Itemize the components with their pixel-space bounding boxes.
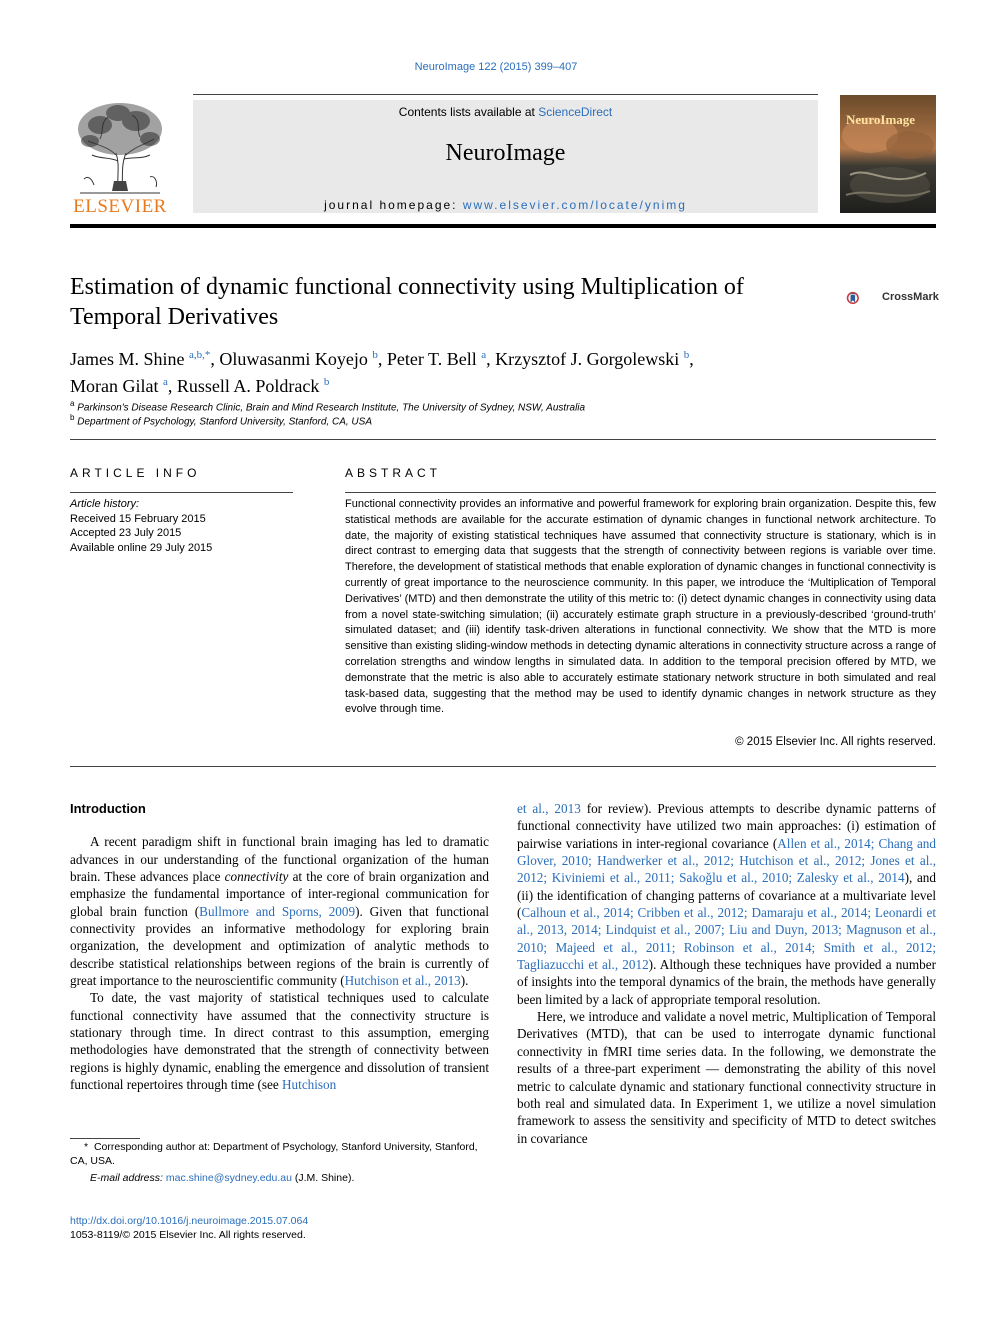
journal-homepage: journal homepage: www.elsevier.com/locate/ynimg	[324, 198, 687, 212]
history-online: Available online 29 July 2015	[70, 541, 213, 554]
article-info-heading: ARTICLE INFO	[70, 466, 201, 480]
affiliation-a: $^a$ Parkinson's Disease Research Clinic, Brain and Mind Research Institute, The University of Sydney, NSW, Australia	[70, 399, 586, 414]
history-accepted: Accepted 23 July 2015	[70, 527, 182, 539]
article-history	[70, 497, 212, 555]
abstract-heading: ABSTRACT	[345, 466, 442, 480]
homepage-link[interactable]: www.elsevier.com/locate/ynimg	[462, 198, 687, 212]
email-note: E-mail address: mac.shine@sydney.edu.au (J.M. Shine).	[90, 1172, 355, 1184]
header-thick-rule	[70, 224, 936, 228]
body-paragraph: A recent paradigm shift in functional brain imaging has led to dramatic advances in our understanding of the functional organization of the human brain. These advances place connectivity at the core of brain organization and emphasize the fundamental importance of inter-regional communication for global brain function (Bullmore and Sporns, 2009). Given that functional connectivity provides an informative methodology for exploring brain organization, the development and optimization of analytic methods to describe statistical relationships between regions of the brain is currently of great importance to the neuroscientific community (Hutchison et al., 2013).	[70, 834, 489, 989]
crossmark-label[interactable]: CrossMark	[882, 291, 939, 303]
history-received: Received 15 February 2015	[70, 512, 206, 525]
elsevier-wordmark: ELSEVIER	[73, 196, 167, 217]
issn-copyright: 1053-8119/© 2015 Elsevier Inc. All rights reserved.	[70, 1229, 306, 1241]
cover-journal-title: NeuroImage	[846, 112, 916, 127]
crossmark-icon[interactable]	[846, 280, 882, 316]
citation-link[interactable]: Bullmore and Sporns, 2009	[199, 903, 356, 919]
author-name[interactable]: James M. Shine	[70, 349, 185, 369]
abstract-bottom-rule	[70, 766, 936, 767]
journal-citation[interactable]: NeuroImage 122 (2015) 399–407	[414, 61, 578, 73]
history-label: Article history:	[70, 498, 140, 510]
contents-line: Contents lists available at ScienceDirect	[398, 105, 613, 119]
affiliation-b: $^b$ Department of Psychology, Stanford University, Stanford, CA, USA	[70, 413, 372, 428]
body-right-column	[517, 800, 936, 1147]
citation-link[interactable]: Hutchison et al., 2013	[344, 973, 461, 989]
author-affiliation-mark[interactable]: a	[162, 376, 168, 388]
article-info-rule	[70, 492, 293, 493]
sciencedirect-link[interactable]: ScienceDirect	[538, 105, 613, 119]
citation-link[interactable]: Allen et al., 2014; Chang and Glover, 2010; Handwerker et al., 2012; Hutchison et al., 2012; Jones et al., 2012; Kiviniemi et al., 2011; Sakoğlu et al., 2010; Zalesky et al., 2014	[517, 835, 936, 886]
author-name[interactable]: Russell A. Poldrack	[176, 376, 320, 396]
corresponding-author-note: * Corresponding author at: Department of Psychology, Stanford University, Stanford, CA, USA.	[70, 1141, 478, 1167]
abstract-copyright: © 2015 Elsevier Inc. All rights reserved.	[735, 736, 936, 748]
body-left-column	[70, 800, 489, 1094]
citation-link[interactable]: Hutchison	[282, 1077, 337, 1093]
abstract-text: Functional connectivity provides an informative and powerful framework for exploring brain organization. Despite this, few statistical methods are available for the accurate estimation of dynamic changes in functional network architecture. To date, the majority of existing statistical techniques have assumed that connectivity structure is stationary, which is in direct contrast to emerging data that suggests that the strength of connectivity between regions is variable over time. Therefore, the development of statistical methods that enable exploration of dynamic changes in functional connectivity is currently of great importance to the neuroscience community. In this paper, we introduce the ‘Multiplication of Temporal Derivatives’ (MTD) and then demonstrate the utility of this metric to: (i) detect dynamic changes in connectivity using data from a novel state-switching simulation; (ii) accurately estimate graph structure in a previously-described ‘ground-truth’ simulated dataset; and (iii) identify task-driven alterations in functional connectivity. We show that the MTD is more sensitive than existing sliding-window methods in detecting dynamic alterations in connectivity structure across a range of correlation strengths and window lengths in simulated data. In addition to the temporal precision offered by MTD, we demonstrate that the metric is also able to accurately estimate stationary network structure in both simulated and real task-based data, suggesting that the method may be used to identify dynamic changes in network structure as they evolve through time.	[345, 498, 936, 716]
affiliation-divider	[70, 439, 936, 440]
author-email-link[interactable]: mac.shine@sydney.edu.au	[165, 1172, 292, 1184]
author-affiliation-mark[interactable]: a,b,*	[189, 349, 211, 361]
author-name[interactable]: Peter T. Bell	[386, 349, 477, 369]
footnotes	[70, 1140, 489, 1185]
footer	[70, 1214, 308, 1242]
author-affiliation-mark[interactable]: b	[683, 349, 690, 361]
article-title: Estimation of dynamic functional connectivity using Multiplication of Temporal Derivatives	[70, 274, 744, 330]
author-name[interactable]: Moran Gilat	[70, 376, 159, 396]
author-affiliation-mark[interactable]: b	[323, 376, 330, 388]
author-name[interactable]: Oluwasanmi Koyejo	[219, 349, 368, 369]
body-paragraph: et al., 2013 for review). Previous attempts to describe dynamic patterns of functional connectivity have utilized two main approaches: (i) estimation of pairwise variations in inter-regional covariance (Allen et al., 2014; Chang and Glover, 2010; Handwerker et al., 2012; Hutchison et al., 2012; Jones et al., 2012; Kiviniemi et al., 2011; Sakoğlu et al., 2010; Zalesky et al., 2014), and (ii) the identification of changing patterns of covariance at a multivariate level (Calhoun et al., 2014; Cribben et al., 2012; Damaraju et al., 2014; Leonardi et al., 2013, 2014; Lindquist et al., 2007; Liu and Duyn, 2013; Magnuson et al., 2010; Majeed et al., 2011; Robinson et al., 2014; Smith et al., 2012; Tagliazucchi et al., 2012). Although these techniques have provided a number of insights into the temporal dynamics of the brain, the methods have generally been limited by a lack of appropriate temporal resolution.	[517, 801, 936, 1007]
doi-link[interactable]: http://dx.doi.org/10.1016/j.neuroimage.2015.07.064	[70, 1215, 309, 1227]
body-paragraph: To date, the vast majority of statistical techniques used to calculate functional connectivity have assumed that the connectivity structure is stationary through time. In direct contrast to this assumption, emerging methodologies have demonstrated that the strength of connectivity between regions is highly dynamic, enabling the emergence and dissolution of transient functional repertoires through time (see Hutchison	[70, 990, 489, 1093]
author-affiliation-mark[interactable]: a	[481, 349, 487, 361]
author-list: James M. Shine $^{a,b,*}$, Oluwasanmi Koyejo $^b$, Peter T. Bell $^a$, Krzysztof J. Gorgolewski $^b$, Moran Gilat $^a$, Russell A. Poldrack $^b$	[70, 349, 694, 396]
author-affiliation-mark[interactable]: b	[372, 349, 378, 361]
footnote-rule	[70, 1138, 140, 1139]
abstract-rule	[345, 492, 936, 493]
section-heading-introduction: Introduction	[70, 801, 146, 816]
citation-link[interactable]: et al., 2013	[517, 801, 581, 816]
header-top-rule	[193, 94, 818, 95]
journal-name: NeuroImage	[445, 140, 566, 166]
author-name[interactable]: Krzysztof J. Gorgolewski	[495, 349, 680, 369]
body-paragraph: Here, we introduce and validate a novel metric, Multiplication of Temporal Derivatives (MTD), that can be used to interrogate dynamic functional connectivity in fMRI time series data. In the following, we demonstrate the results of a three-part experiment — demonstrating the ability of this novel metric to calculate dynamic and stationary functional connectivity structure in both real and simulated data. In Experiment 1, we utilize a novel simulation framework to assess the sensitivity and specificity of MTD to detect switches in covariance	[517, 1009, 936, 1146]
citation-link[interactable]: Calhoun et al., 2014; Cribben et al., 2012; Damaraju et al., 2014; Leonardi et al., 2013, 2014; Lindquist et al., 2007; Liu and Duyn, 2013; Magnuson et al., 2010; Majeed et al., 2011; Robinson et al., 2014; Smith et al., 2012; Tagliazucchi et al., 2012	[517, 905, 936, 973]
